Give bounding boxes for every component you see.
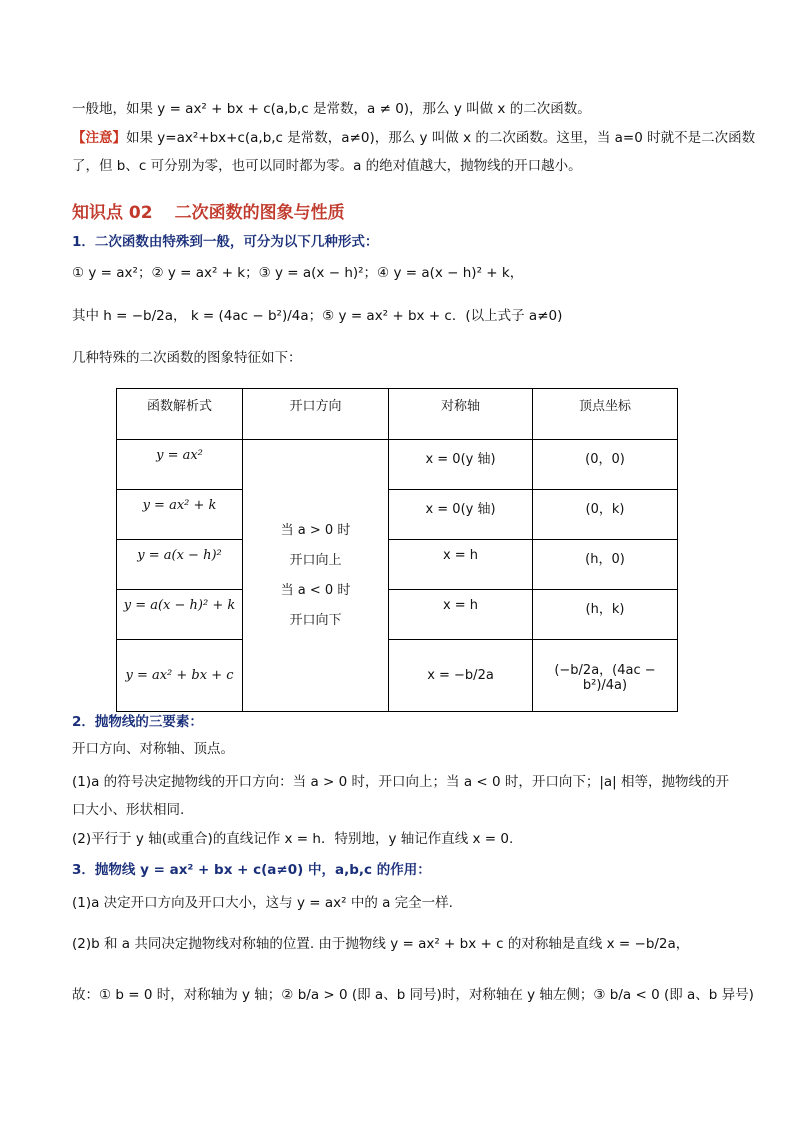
table-row	[117, 490, 678, 540]
table-row	[117, 440, 678, 490]
part2-item1-line2: 口大小、形状相同.	[72, 802, 185, 818]
part2-item1-line1: (1)a 的符号决定抛物线的开口方向：当 a > 0 时，开口向上；当 a < 0 时，开口向下；|a| 相等，抛物线的开	[72, 774, 730, 790]
header-cell: 顶点坐标	[533, 389, 678, 440]
axis-cell: x = −b/2a	[389, 640, 533, 712]
vertex-cell: (0，0)	[533, 440, 678, 490]
vertex-cell: (0，k)	[533, 490, 678, 540]
properties-table	[116, 388, 678, 712]
table-row	[117, 640, 678, 712]
part2-heading: 2．抛物线的三要素：	[72, 714, 203, 730]
note-line-2: 了，但 b、c 可分别为零，也可以同时都为零。a 的绝对值越大，抛物线的开口越小。	[72, 158, 582, 174]
part3-item1: (1)a 决定开口方向及开口大小，这与 y = ax² 中的 a 完全一样.	[72, 895, 453, 911]
note-tag: 【注意】	[72, 130, 126, 146]
table-header-row	[117, 389, 678, 440]
definition-text: 一般地，如果 y = ax² + bx + c(a,b,c 是常数，a ≠ 0)，那么 y 叫做 x 的二次函数。	[72, 101, 591, 117]
where-line: 其中 h = −b/2a， k = (4ac − b²)/4a；⑤ y = ax² + bx + c．(以上式子 a≠0)	[72, 308, 563, 324]
axis-cell: x = h	[389, 590, 533, 640]
part3-heading: 3．抛物线 y = ax² + bx + c(a≠0) 中，a,b,c 的作用：	[72, 862, 431, 878]
note-paragraph	[72, 128, 755, 148]
opening-cell	[243, 440, 389, 712]
section-heading	[72, 198, 345, 223]
axis-cell: x = 0(y 轴)	[389, 440, 533, 490]
vertex-cell: (h，0)	[533, 540, 678, 590]
axis-cell: x = 0(y 轴)	[389, 490, 533, 540]
part1-heading: 1．二次函数由特殊到一般，可分为以下几种形式：	[72, 234, 379, 250]
vertex-cell: (−b/2a，(4ac − b²)/4a)	[533, 640, 678, 712]
table-row	[117, 540, 678, 590]
opening-line: 开口向上	[289, 552, 342, 568]
part3-item2: (2)b 和 a 共同决定抛物线对称轴的位置. 由于抛物线 y = ax² + bx + c 的对称轴是直线 x = −b/2a，	[72, 936, 690, 952]
expr-cell: y = ax²	[117, 440, 243, 490]
elements-text: 开口方向、对称轴、顶点。	[72, 741, 234, 757]
expr-cell: y = ax² + k	[117, 490, 243, 540]
note-line-1: 如果 y=ax²+bx+c(a,b,c 是常数，a≠0)，那么 y 叫做 x 的二次函数。这里，当 a=0 时就不是二次函数	[126, 130, 756, 146]
expr-cell: y = ax² + bx + c	[117, 640, 243, 712]
expr-cell: y = a(x − h)²	[117, 540, 243, 590]
table-intro: 几种特殊的二次函数的图象特征如下：	[72, 350, 302, 366]
axis-cell: x = h	[389, 540, 533, 590]
part2-item2: (2)平行于 y 轴(或重合)的直线记作 x = h．特别地，y 轴记作直线 x = 0.	[72, 831, 514, 847]
header-cell: 开口方向	[243, 389, 389, 440]
table-row	[117, 590, 678, 640]
opening-line: 当 a < 0 时	[280, 582, 351, 598]
header-cell: 对称轴	[389, 389, 533, 440]
vertex-cell: (h，k)	[533, 590, 678, 640]
opening-line: 开口向下	[289, 612, 342, 628]
expr-cell: y = a(x − h)² + k	[117, 590, 243, 640]
section-title: 二次函数的图象与性质	[174, 203, 345, 223]
section-number: 知识点 02	[72, 203, 153, 223]
forms-line: ① y = ax²；② y = ax² + k；③ y = a(x − h)²；④ y = a(x − h)² + k，	[72, 265, 524, 281]
header-cell: 函数解析式	[117, 389, 243, 440]
part3-item3: 故：① b = 0 时，对称轴为 y 轴；② b/a > 0 (即 a、b 同号)时，对称轴在 y 轴左侧；③ b/a < 0 (即 a、b 异号)	[72, 987, 754, 1003]
opening-line: 当 a > 0 时	[280, 522, 351, 538]
